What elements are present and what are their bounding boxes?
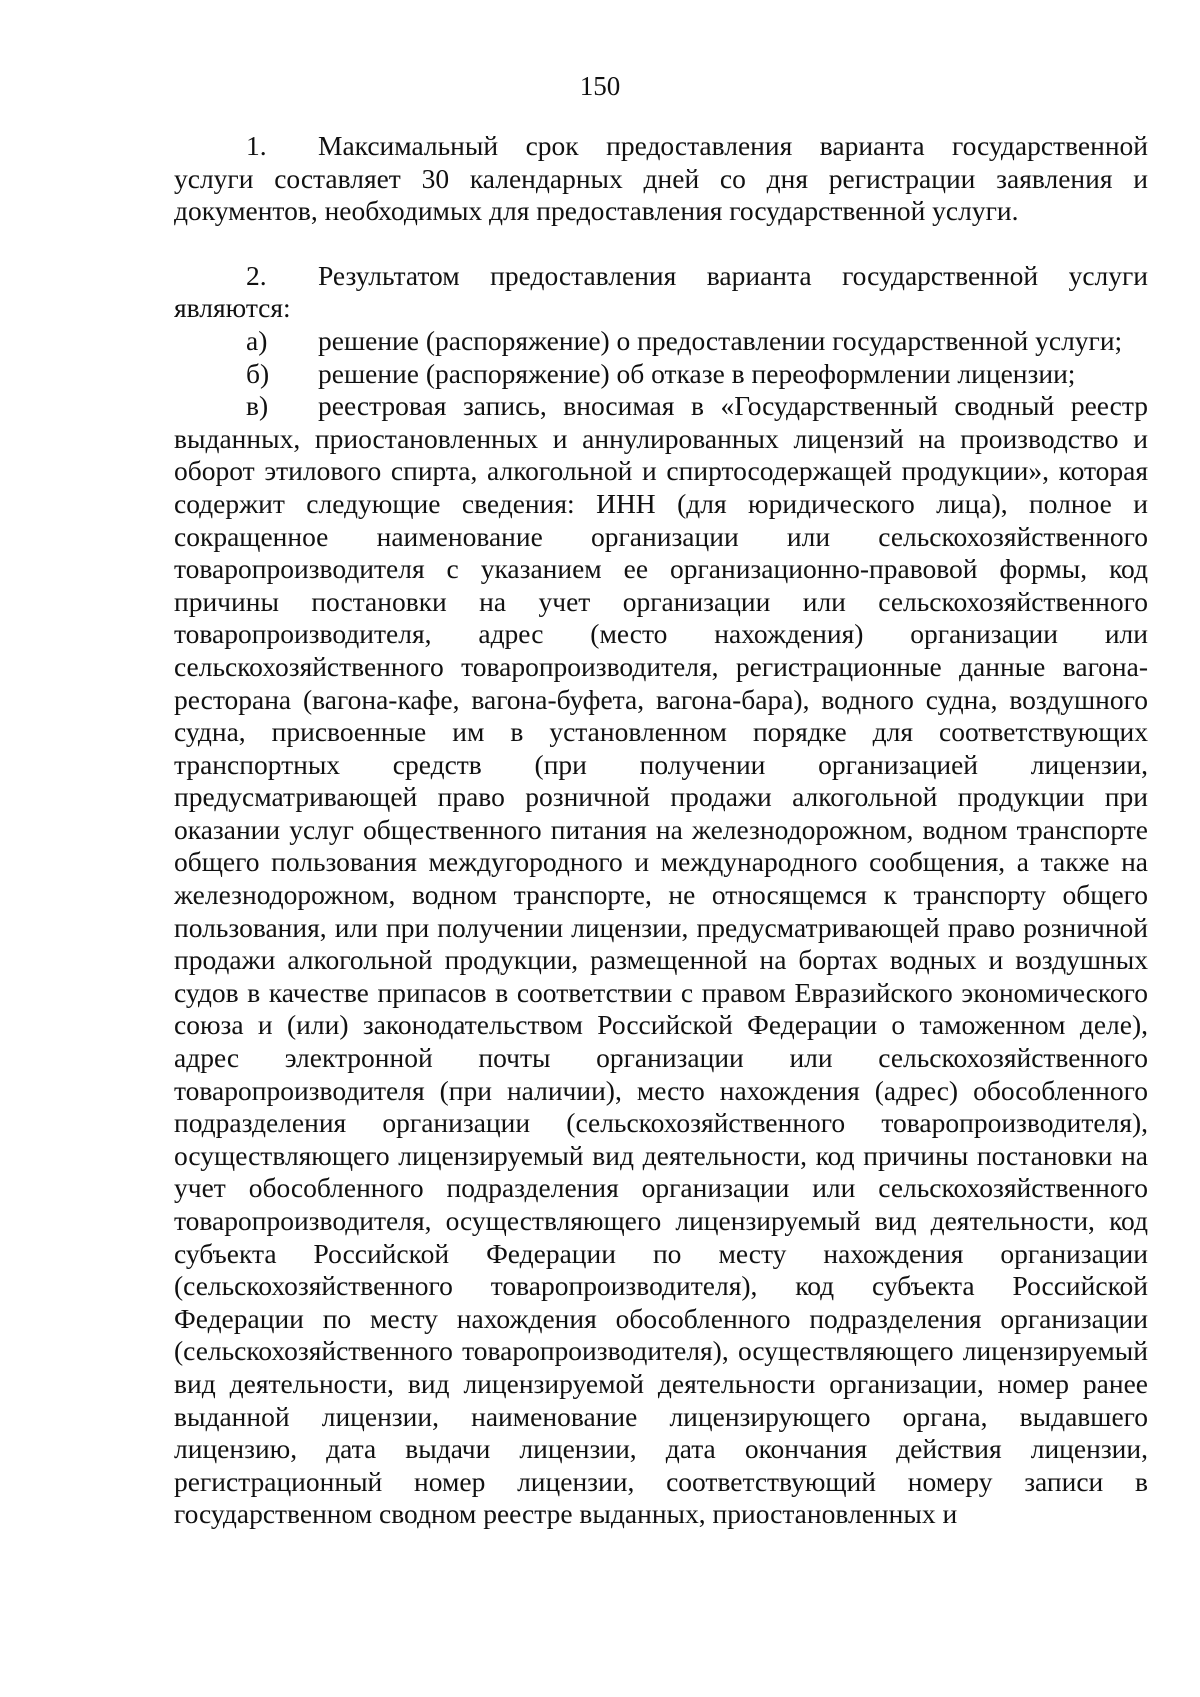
paragraph-2	[174, 260, 1148, 325]
list-item-b	[174, 358, 1148, 391]
list-marker: в)	[246, 390, 269, 422]
list-item-text: решение (распоряжение) об отказе в переоформлении лицензии;	[318, 357, 1076, 389]
list-marker: б)	[246, 357, 270, 389]
list-item-c	[174, 390, 1148, 1531]
paragraph-text: Максимальный срок предоставления варианта государственной услуги составляет 30 календарных дней со дня регистрации заявления и документов, необходимых для предоставления государственной услуги.	[174, 130, 1148, 227]
paragraph-number: 1.	[246, 130, 267, 161]
list-item-text: реестровая запись, вносимая в «Государственный сводный реестр выданных, приостановленных и аннулированных лицензий на производство и оборот этилового спирта, алкогольной и спиртосодержащей продукции», которая содержит следующие сведения: ИНН (для юридического лица), полное и сокращенное наименование организации или сельскохозяйственного товаропроизводителя с указанием ее организационно-правовой формы, код причины постановки на учет организации или сельскохозяйственного товаропроизводителя, адрес (место нахождения) организации или сельскохозяйственного товаропроизводителя, регистрационные данные вагона-ресторана (вагона-кафе, вагона-буфета, вагона-бара), водного судна, воздушного судна, присвоенные им в установленном порядке для соответствующих транспортных средств (при получении организацией лицензии, предусматривающей право розничной продажи алкогольной продукции при оказании услуг общественного питания на железнодорожном, водном транспорте общего пользования междугородного и международного сообщения, а также на железнодорожном, водном транспорте, не относящемся к транспорту общего пользования, или при получении лицензии, предусматривающей право розничной продажи алкогольной продукции, размещенной на бортах водных и воздушных судов в качестве припасов в соответствии с правом Евразийского экономического союза и (или) законодательством Российской Федерации о таможенном деле), адрес электронной почты организации или сельскохозяйственного товаропроизводителя (при наличии), место нахождения (адрес) обособленного подразделения организации (сельскохозяйственного товаропроизводителя), осуществляющего лицензируемый вид деятельности, код причины постановки на учет обособленного подразделения организации или сельскохозяйственного товаропроизводителя, осуществляющего лицензируемый вид деятельности, код субъекта Российской Федерации по месту нахождения организации (сельскохозяйственного товаропроизводителя), код субъекта Российской Федерации по месту нахождения обособленного подразделения организации (сельскохозяйственного товаропроизводителя), осуществляющего лицензируемый вид деятельности, вид лицензируемой деятельности организации, номер ранее выданной лицензии, наименование лицензирующего органа, выдавшего лицензию, дата выдачи лицензии, дата окончания действия лицензии, регистрационный номер лицензии, соответствующий номеру записи в государственном сводном реестре выданных, приостановленных и	[174, 390, 1148, 1530]
paragraph-number: 2.	[246, 259, 267, 291]
paragraph-text: Результатом предоставления варианта государственной услуги являются:	[174, 259, 1148, 324]
list-marker: а)	[246, 324, 268, 356]
paragraph-1	[174, 130, 1148, 228]
page-number: 150	[579, 71, 621, 101]
document-body	[174, 130, 1148, 1531]
list-item-text: решение (распоряжение) о предоставлении государственной услуги;	[318, 324, 1123, 356]
list-item-a	[174, 325, 1148, 358]
